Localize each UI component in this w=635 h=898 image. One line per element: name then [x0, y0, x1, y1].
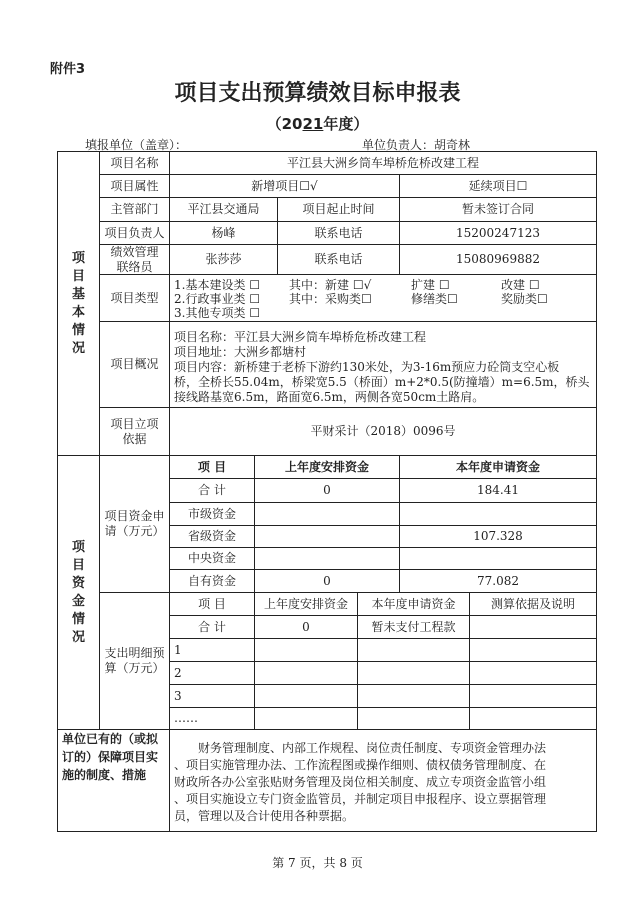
detail-cell: [357, 661, 470, 685]
table-cell: 15080969882: [399, 244, 597, 275]
cell-line: 算（万元）: [104, 661, 165, 675]
funds-cell: 合 计: [169, 478, 255, 503]
detail-cell: [357, 638, 470, 662]
cell-line: 单位已有的（或拟: [62, 732, 159, 746]
detail-cell: [469, 638, 597, 662]
detail-cell: [469, 615, 597, 639]
attr-new: 新增项目☐√: [169, 174, 400, 198]
cell-line: 项: [71, 250, 85, 266]
page-title: 项目支出预算绩效目标申报表: [174, 81, 461, 106]
detail-cell: ……: [169, 707, 255, 730]
table-cell: 项目负责人: [99, 221, 170, 245]
type-checkbox-option[interactable]: 其中：采购类☐: [289, 292, 372, 306]
cell-line: 联络员: [116, 259, 153, 274]
detail-header: 上年度安排资金: [254, 592, 358, 616]
table-cell: 项目类型: [99, 274, 170, 322]
cell-line: 金: [71, 593, 85, 609]
unit-head: 单位负责人：胡奇林: [362, 138, 471, 152]
cell-line: 基: [71, 286, 85, 302]
type-checkbox-option[interactable]: 其中：新建 ☐√: [289, 278, 372, 292]
table-cell: [99, 407, 170, 456]
type-checkbox-option[interactable]: 奖励类☐: [501, 292, 548, 306]
measures-line: 财务管理制度、内部工作规程、岗位责任制度、专项资金管理办法: [174, 741, 547, 755]
cell-line: 本: [71, 304, 85, 320]
attr-label: 项目属性: [99, 174, 170, 198]
filler-unit: 填报单位（盖章）：: [85, 138, 188, 152]
measures-text: [169, 729, 597, 832]
funds-cell: 自有资金: [169, 569, 255, 593]
cell-line: 情: [71, 611, 85, 627]
detail-header: 测算依据及说明: [469, 592, 597, 616]
measures-line: 、项目实施设立专门资金监管员，并制定项目申报程序、设立票据管理: [174, 792, 547, 806]
funds-cell: 0: [254, 478, 400, 503]
detail-cell: [254, 661, 358, 685]
detail-cell: 合 计: [169, 615, 255, 639]
cell-line: 支出明细预: [104, 646, 165, 660]
detail-cell: 1: [169, 638, 255, 662]
funds-cell: [254, 502, 400, 526]
attr-continue: 延续项目☐: [399, 174, 597, 198]
table-cell: 张莎莎: [169, 244, 278, 275]
detail-header: 本年度申请资金: [357, 592, 470, 616]
type-checkbox-option[interactable]: 改建 ☐: [501, 278, 540, 292]
table-cell: 15200247123: [399, 221, 597, 245]
table-cell: 项目起止时间: [277, 197, 400, 222]
type-row: [174, 278, 592, 292]
table-cell: 平财采计（2018）0096号: [169, 407, 597, 456]
table-cell: [99, 244, 170, 275]
overview-line: 接线路基宽6.5m，路面宽6.5m，两侧各宽50cm土路肩。: [174, 390, 485, 404]
year-number: 21: [302, 115, 324, 133]
cell-line: 情: [71, 322, 85, 338]
cell-line: 请（万元）: [104, 524, 165, 538]
funds-cell: 市级资金: [169, 502, 255, 526]
detail-cell: 暂未支付工程款: [357, 615, 470, 639]
overview-text: [169, 321, 597, 408]
detail-cell: [357, 707, 470, 730]
cell-line: 资: [71, 575, 85, 591]
measures-label: [57, 729, 170, 832]
year-label: [0, 113, 635, 134]
funds-header: 本年度申请资金: [399, 455, 597, 479]
measures-line: 员，管理以及合计使用各种票据。: [174, 809, 355, 823]
cell-line: 项目资金申: [104, 509, 165, 523]
funds-cell: 中央资金: [169, 547, 255, 570]
section-basic-label: [57, 151, 100, 456]
type-checkbox-option[interactable]: 2.行政事业类 ☐: [174, 292, 261, 306]
funds-cell: [254, 547, 400, 570]
detail-header: 项 目: [169, 592, 255, 616]
year-open: （20: [266, 115, 303, 133]
detail-cell: [254, 707, 358, 730]
type-checkbox-option[interactable]: 扩建 ☐: [411, 278, 450, 292]
funds-cell: [399, 502, 597, 526]
cell-line: 订的）保障项目实: [62, 750, 159, 764]
table-cell: 杨峰: [169, 221, 278, 245]
cell-line: 项目立项: [110, 416, 159, 431]
cell-line: 依据: [122, 431, 147, 446]
overview-line: 项目名称：平江县大洲乡筒车埠桥危桥改建工程: [174, 330, 427, 344]
cell-line: 目: [71, 557, 85, 573]
cell-line: 绩效管理: [110, 244, 159, 259]
attachment-label: 附件3: [50, 62, 86, 77]
detail-label: [99, 592, 170, 730]
overview-line: 项目内容：新桥建于老桥下游约130米处，为3-16m预应力砼筒支空心板: [174, 360, 560, 374]
funds-cell: 省级资金: [169, 525, 255, 548]
detail-cell: [254, 638, 358, 662]
type-checkbox-option[interactable]: 修缮类☐: [411, 292, 458, 306]
funds-cell: 184.41: [399, 478, 597, 503]
cell-line: 项: [71, 539, 85, 555]
page-footer: 第 7 页，共 8 页: [272, 856, 363, 870]
funds-cell: [399, 547, 597, 570]
table-cell: 联系电话: [277, 244, 400, 275]
detail-cell: [469, 661, 597, 685]
type-options: [169, 274, 597, 322]
type-row: [174, 306, 592, 320]
cell-line: 施的制度、措施: [62, 768, 147, 782]
detail-cell: [357, 684, 470, 708]
section-funds-label: [57, 455, 100, 730]
table-cell: 平江县交通局: [169, 197, 278, 222]
cell-line: 况: [71, 340, 85, 356]
name-label: 项目名称: [99, 151, 170, 175]
detail-cell: 0: [254, 615, 358, 639]
type-checkbox-option[interactable]: 3.其他专项类 ☐: [174, 306, 261, 320]
cell-line: 目: [71, 268, 85, 284]
table-cell: 项目概况: [99, 321, 170, 408]
detail-cell: 3: [169, 684, 255, 708]
overview-line: 项目地址：大洲乡都塘村: [174, 345, 307, 359]
type-row: [174, 292, 592, 306]
detail-cell: [469, 684, 597, 708]
funds-cell: 77.082: [399, 569, 597, 593]
year-close: 年度）: [323, 115, 369, 133]
measures-line: 、项目实施管理办法、工作流程图或操作细则、债权债务管理制度、在: [174, 758, 547, 772]
detail-cell: 2: [169, 661, 255, 685]
funds-cell: 0: [254, 569, 400, 593]
overview-line: 桥，全桥长55.04m，桥梁宽5.5（桥面）m+2*0.5(防撞墙）m=6.5m，桥头: [174, 375, 590, 389]
cell-line: 况: [71, 629, 85, 645]
table-cell: 联系电话: [277, 221, 400, 245]
funds-cell: 107.328: [399, 525, 597, 548]
measures-line: 财政所各办公室张贴财务管理及岗位相关制度、成立专项资金监管小组: [174, 775, 547, 789]
funds-cell: [254, 525, 400, 548]
detail-cell: [469, 707, 597, 730]
table-cell: 暂未签订合同: [399, 197, 597, 222]
funds-apply-label: [99, 455, 170, 593]
name-value: 平江县大洲乡筒车埠桥危桥改建工程: [169, 151, 597, 175]
type-checkbox-option[interactable]: 1.基本建设类 ☐: [174, 278, 261, 292]
funds-header: 上年度安排资金: [254, 455, 400, 479]
detail-cell: [254, 684, 358, 708]
funds-header: 项 目: [169, 455, 255, 479]
table-cell: 主管部门: [99, 197, 170, 222]
